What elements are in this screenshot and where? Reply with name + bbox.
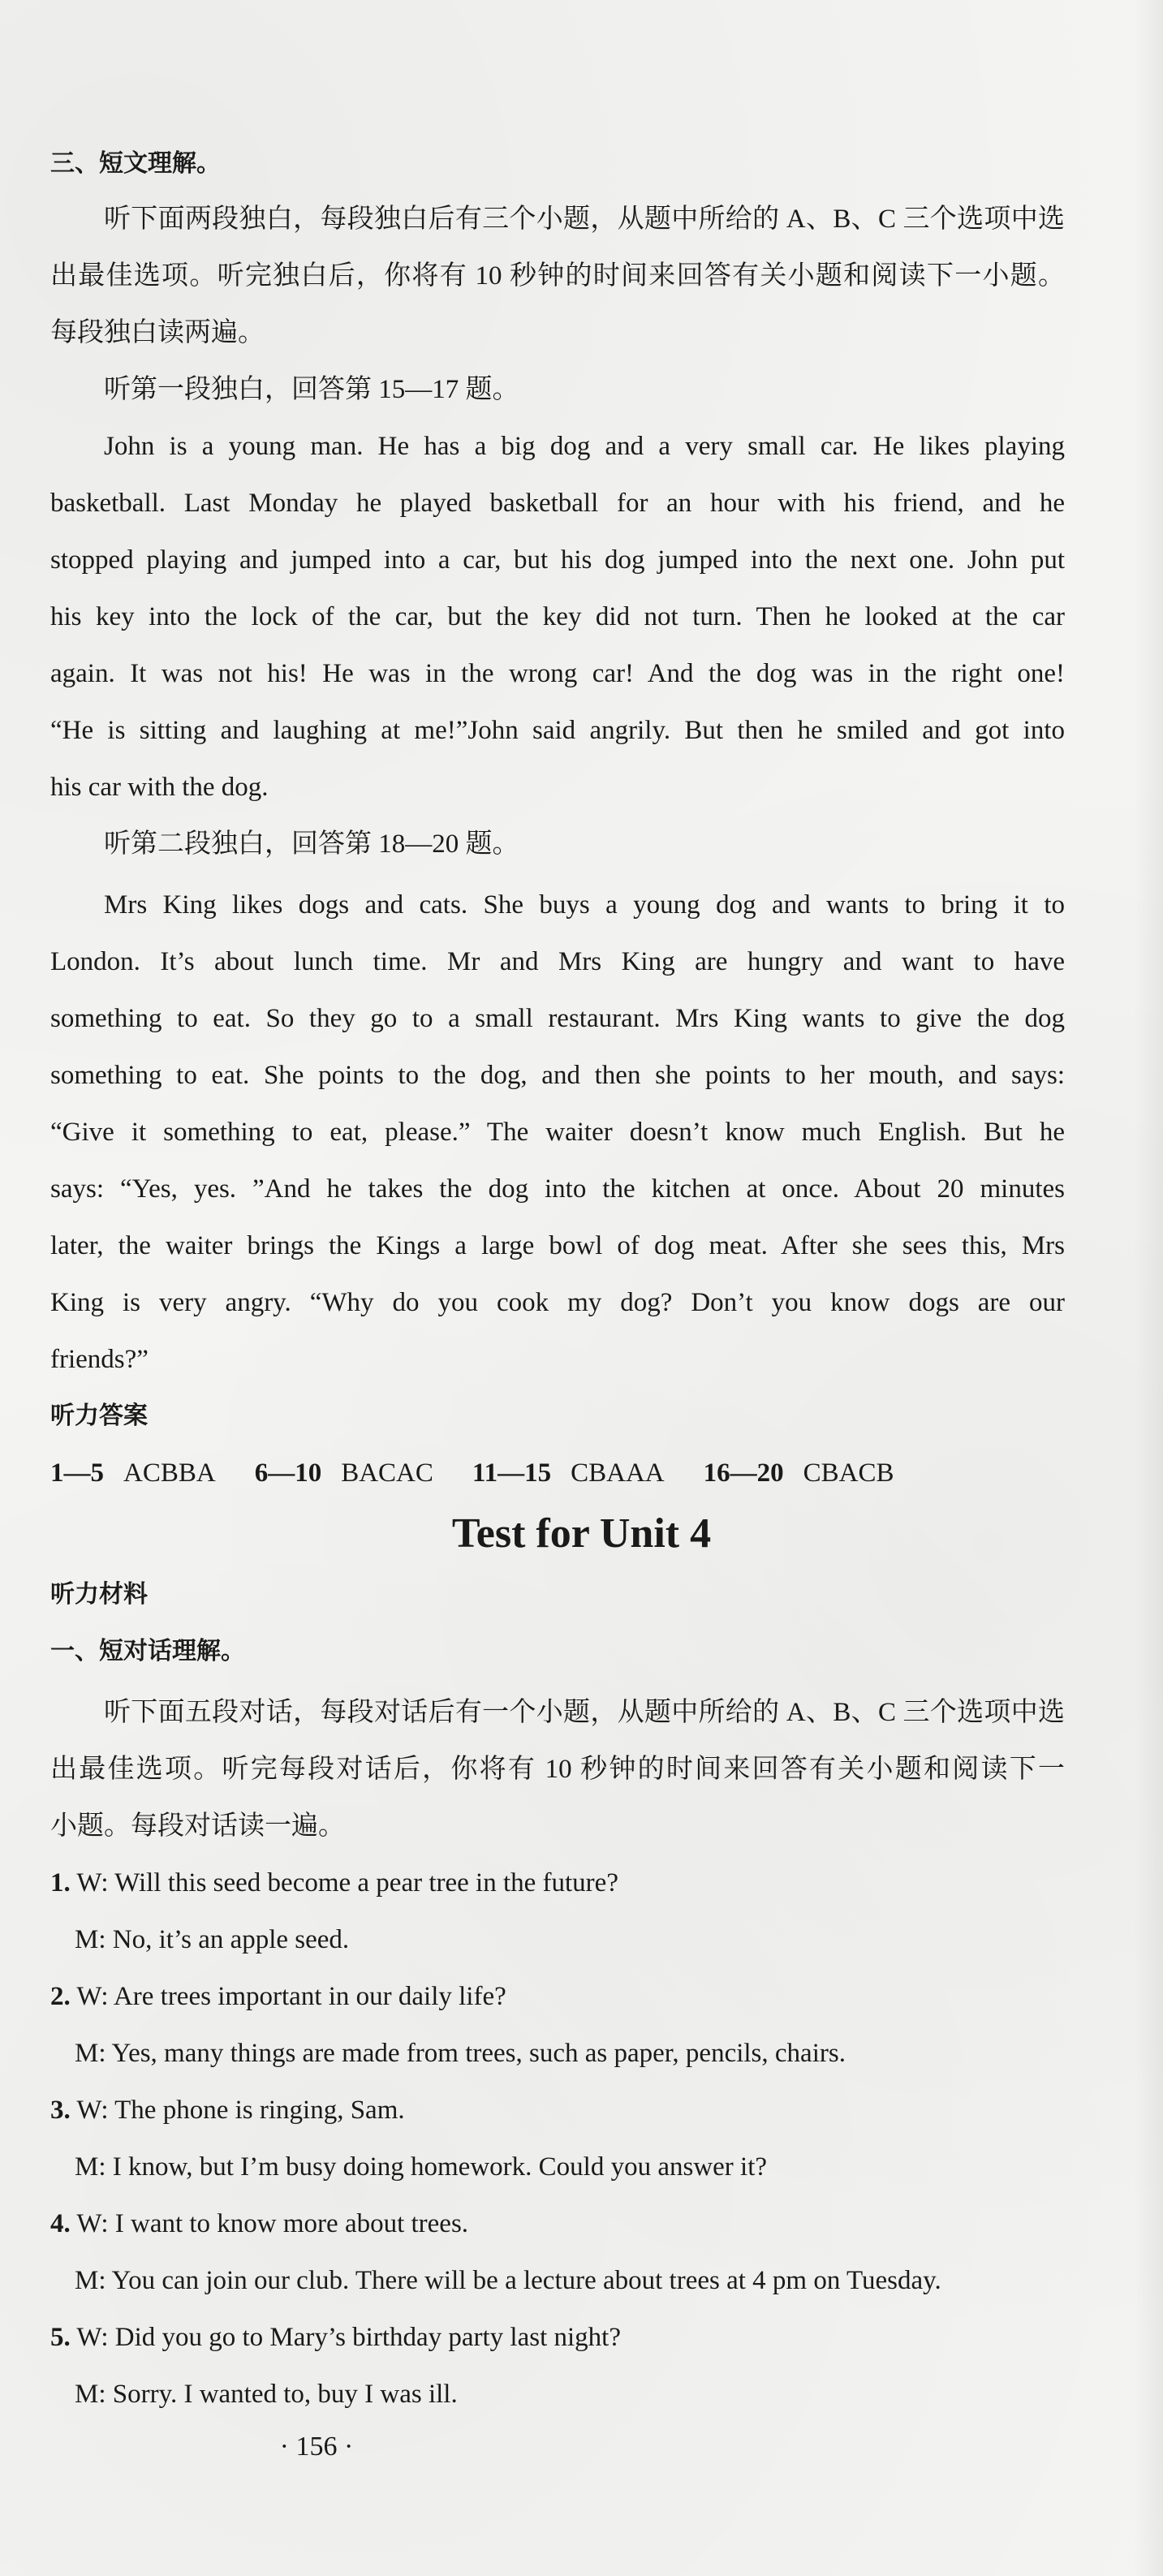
section1-intro-line: 小题。每段对话读一遍。 xyxy=(50,1811,345,1841)
dialogue-m-line: M: I know, but I’m busy doing homework. Could you answer it? xyxy=(75,2152,768,2182)
answers-heading: 听力答案 xyxy=(50,1402,148,1430)
question-number: 3. xyxy=(50,2096,71,2125)
answer-letters: CBAAA xyxy=(571,1458,665,1488)
unit-title: Test for Unit 4 xyxy=(451,1510,712,1557)
question-number: 2. xyxy=(50,1982,71,2011)
monologue1-line: “He is sitting and laughing at me!”John said angrily. But then he smiled and got into xyxy=(50,716,1065,745)
monologue1-line: his car with the dog. xyxy=(50,773,269,802)
dialogue-m-line: M: Yes, many things are made from trees, such as paper, pencils, chairs. xyxy=(75,2039,846,2068)
monologue1-line: his key into the lock of the car, but the key did not turn. Then he looked at the car xyxy=(50,602,1065,631)
answer-range: 6—10 xyxy=(254,1458,322,1488)
dialogue-w-line xyxy=(50,2208,1065,2240)
monologue1-line: John is a young man. He has a big dog and a very small car. He likes playing xyxy=(104,432,1065,461)
answer-letters: BACAC xyxy=(341,1458,433,1488)
answer-letters: ACBBA xyxy=(123,1458,216,1488)
question-number: 5. xyxy=(50,2323,71,2352)
listening-material-heading: 听力材料 xyxy=(50,1580,148,1609)
monologue2-line: “Give it something to eat, please.” The waiter doesn’t know much English. But he xyxy=(50,1118,1065,1147)
monologue1-line: basketball. Last Monday he played basketball for an hour with his friend, and he xyxy=(50,489,1065,518)
answer-letters: CBACB xyxy=(803,1458,894,1488)
dialogue-w-line xyxy=(50,2094,1065,2126)
monologue2-line: something to eat. She points to the dog, and then she points to her mouth, and says: xyxy=(50,1061,1065,1090)
dialogue-m-line: M: Sorry. I wanted to, buy I was ill. xyxy=(75,2380,458,2409)
page-number: · 156 · xyxy=(279,2432,354,2462)
dialogue-w-line xyxy=(50,1980,1065,2013)
monologue2-line: says: “Yes, yes. ”And he takes the dog into the kitchen at once. About 20 minutes xyxy=(50,1174,1065,1204)
monologue2-line: Mrs King likes dogs and cats. She buys a young dog and wants to bring it to xyxy=(104,890,1065,920)
monologue2-label: 听第二段独白，回答第 18—20 题。 xyxy=(104,829,519,859)
monologue2-line: something to eat. So they go to a small restaurant. Mrs King wants to give the dog xyxy=(50,1004,1065,1033)
question-number: 1. xyxy=(50,1868,71,1898)
monologue2-line: King is very angry. “Why do you cook my dog? Don’t you know dogs are our xyxy=(50,1288,1065,1317)
dialogue-m-line: M: You can join our club. There will be a lecture about trees at 4 pm on Tuesday. xyxy=(75,2266,941,2295)
dialogue-text: W: I want to know more about trees. xyxy=(76,2209,469,2238)
monologue1-label: 听第一段独白，回答第 15—17 题。 xyxy=(104,375,519,404)
answer-range: 1—5 xyxy=(50,1458,104,1488)
answer-range: 11—15 xyxy=(472,1458,552,1488)
dialogue-m-line: M: No, it’s an apple seed. xyxy=(75,1925,350,1954)
dialogue-text: W: Will this seed become a pear tree in the future? xyxy=(76,1868,618,1898)
monologue1-line: stopped playing and jumped into a car, but his dog jumped into the next one. John put xyxy=(50,545,1065,575)
section1-intro-line: 听下面五段对话，每段对话后有一个小题，从题中所给的 A、B、C 三个选项中选 xyxy=(104,1698,1065,1727)
section1-heading: 一、短对话理解。 xyxy=(50,1637,245,1665)
page-edge-shadow xyxy=(1134,0,1163,2576)
section3-intro-line: 出最佳选项。听完独白后，你将有 10 秒钟的时间来回答有关小题和阅读下一小题。 xyxy=(50,261,1065,291)
dialogue-text: W: Are trees important in our daily life? xyxy=(76,1982,506,2011)
monologue2-line: later, the waiter brings the Kings a large bowl of dog meat. After she sees this, Mrs xyxy=(50,1231,1065,1260)
monologue1-line: again. It was not his! He was in the wrong car! And the dog was in the right one! xyxy=(50,659,1065,688)
section3-heading: 三、短文理解。 xyxy=(50,149,221,178)
dialogue-w-line xyxy=(50,2321,1065,2354)
answer-key-row xyxy=(50,1457,894,1489)
dialogue-text: W: Did you go to Mary’s birthday party last night? xyxy=(76,2323,621,2352)
section3-intro-line: 每段独白读两遍。 xyxy=(50,318,265,347)
monologue2-line: London. It’s about lunch time. Mr and Mrs King are hungry and want to have xyxy=(50,947,1065,976)
dialogue-text: W: The phone is ringing, Sam. xyxy=(76,2096,405,2125)
section1-intro-line: 出最佳选项。听完每段对话后，你将有 10 秒钟的时间来回答有关小题和阅读下一 xyxy=(50,1755,1065,1784)
monologue2-line: friends?” xyxy=(50,1345,149,1374)
section3-intro-line: 听下面两段独白，每段独白后有三个小题，从题中所给的 A、B、C 三个选项中选 xyxy=(104,205,1065,234)
dialogue-w-line xyxy=(50,1867,1065,1899)
question-number: 4. xyxy=(50,2209,71,2238)
answer-range: 16—20 xyxy=(703,1458,784,1488)
